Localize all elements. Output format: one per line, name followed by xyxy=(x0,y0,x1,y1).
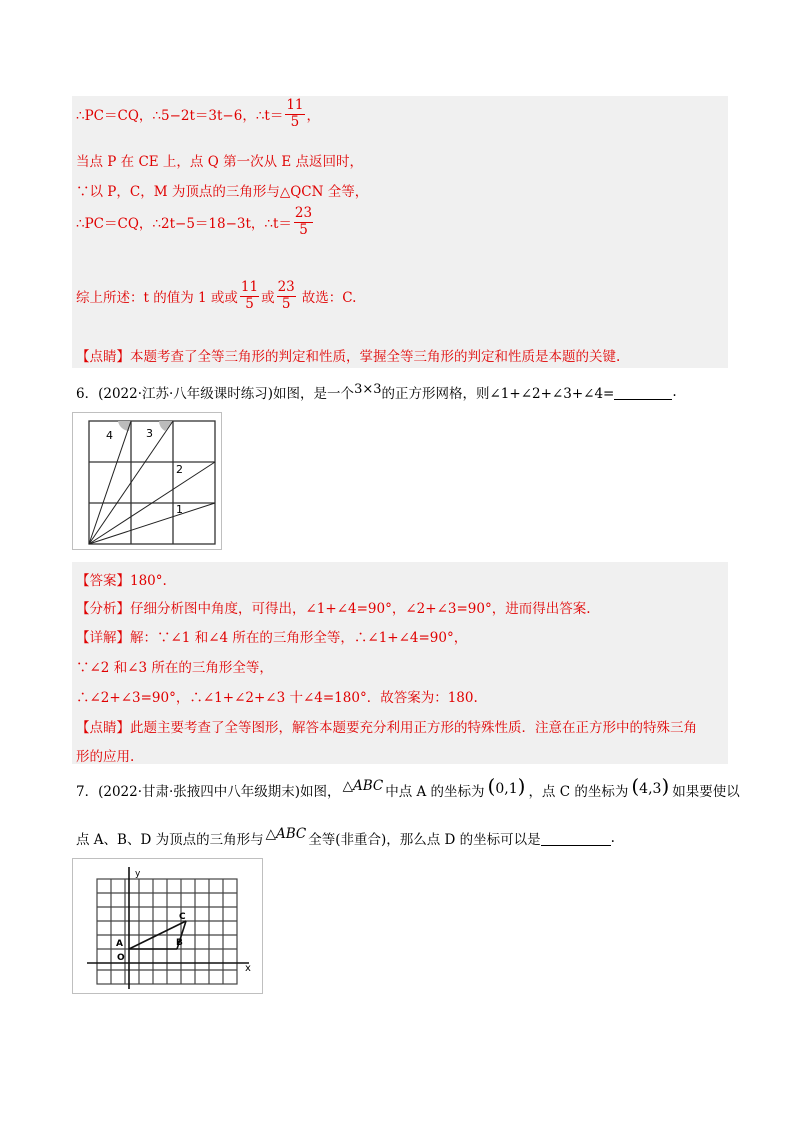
fraction-23-5 xyxy=(277,280,296,312)
fraction-denominator: 5 xyxy=(281,295,291,312)
question-7-line-2 xyxy=(76,828,615,848)
angle-label-2: 2 xyxy=(176,463,183,476)
fraction-denominator: 5 xyxy=(290,113,300,130)
detail-line-1: 【详解】解：∵∠1 和∠4 所在的三角形全等，∴∠1+∠4=90°， xyxy=(76,630,468,646)
solution-line-4 xyxy=(76,206,315,238)
answer-line: 【答案】180°. xyxy=(76,573,167,589)
angle-label-4: 4 xyxy=(106,429,113,442)
fraction-numerator: 11 xyxy=(240,279,259,295)
triangle-abc: △ABC xyxy=(265,826,307,842)
question-7-line-2-b: 全等(非重合)，那么点 D 的坐标可以是 xyxy=(308,832,541,848)
triangle-abc: △ABC xyxy=(342,778,384,794)
answer-blank xyxy=(541,831,611,846)
x-axis-label: x xyxy=(245,963,251,974)
question-7-end: . xyxy=(610,830,615,846)
question-7-mid-3: 如果要使以 xyxy=(672,784,740,800)
coordinate-a: (0,1) xyxy=(487,774,526,798)
fraction-11-5 xyxy=(285,98,304,130)
point-c-label: C xyxy=(179,912,186,922)
angle-label-3: 3 xyxy=(146,427,153,440)
question-7-line-2-a: 点 A、B、D 为顶点的三角形与 xyxy=(76,832,264,848)
fraction-23-5 xyxy=(294,206,313,238)
comment-q6-line-2: 形的应用. xyxy=(76,749,135,765)
fraction-numerator: 23 xyxy=(277,279,295,295)
question-7-line-1 xyxy=(76,774,740,802)
figure-3x3-grid xyxy=(72,412,222,550)
detail-line-3: ∴∠2+∠3=90°，∴∠1+∠2+∠3 十∠4=180°．故答案为：180. xyxy=(76,690,478,706)
coordinate-a-value: 0,1 xyxy=(495,781,518,797)
question-7-prefix: 7．(2022·甘肃·张掖四中八年级期末)如图， xyxy=(76,784,341,800)
fraction-denominator: 5 xyxy=(299,221,308,238)
question-6-prefix: 6．(2022·江苏·八年级课时练习)如图，是一个 xyxy=(76,386,355,402)
fraction-numerator: 23 xyxy=(294,205,313,221)
question-7-mid-2: ，点 C 的坐标为 xyxy=(528,784,629,800)
point-b-label: B xyxy=(176,938,183,948)
solution-line-3: ∵以 P，C，M 为顶点的三角形与△QCN 全等， xyxy=(76,184,369,200)
solution-line-1-end: ， xyxy=(306,108,321,125)
question-7-mid-1: 中点 A 的坐标为 xyxy=(385,784,485,800)
fraction-11-5 xyxy=(240,280,259,312)
origin-label: O xyxy=(117,953,125,963)
figure-coordinate-grid xyxy=(72,858,263,994)
detail-line-2: ∵∠2 和∠3 所在的三角形全等， xyxy=(76,660,273,676)
y-axis-label: y xyxy=(135,869,141,879)
grid-size: 3×3 xyxy=(354,381,382,397)
question-6-suffix: 的正方形网格，则∠1+∠2+∠3+∠4= xyxy=(381,386,615,402)
solution-line-2: 当点 P 在 CE 上，点 Q 第一次从 E 点返回时， xyxy=(76,154,364,170)
angle-label-1: 1 xyxy=(176,503,183,516)
point-a-label: A xyxy=(116,939,123,949)
coordinate-c-value: 4,3 xyxy=(639,781,662,797)
question-6-end: . xyxy=(672,384,677,400)
fraction-numerator: 11 xyxy=(286,97,304,113)
answer-blank xyxy=(614,385,672,400)
solution-line-1-text: ∴PC＝CQ，∴5−2t＝3t−6，∴t＝ xyxy=(76,108,284,125)
solution-line-1 xyxy=(76,98,320,130)
solution-line-5-text: 综上所述：t 的值为 1 或或 xyxy=(76,290,238,307)
grid-figure-svg xyxy=(73,413,221,549)
coordinate-c: (4,3) xyxy=(631,774,670,798)
coordinate-figure-svg xyxy=(73,859,262,993)
comment-q6-line-1: 【点睛】此题主要考查了全等图形，解答本题要充分利用正方形的特殊性质．注意在正方形中的特殊三角 xyxy=(76,720,697,736)
solution-line-4-text: ∴PC＝CQ，∴2t−5＝18−3t，∴t＝ xyxy=(76,216,292,233)
analysis-line: 【分析】仔细分析图中角度，可得出，∠1+∠4=90°，∠2+∠3=90°，进而得出答案. xyxy=(76,601,591,617)
question-6 xyxy=(76,382,677,402)
solution-line-5-end: 故选：C. xyxy=(301,290,357,307)
solution-line-5-or: 或 xyxy=(261,290,275,307)
comment-top: 【点睛】本题考查了全等三角形的判定和性质，掌握全等三角形的判定和性质是本题的关键. xyxy=(76,349,621,365)
fraction-denominator: 5 xyxy=(245,295,254,312)
solution-line-5 xyxy=(76,280,356,312)
